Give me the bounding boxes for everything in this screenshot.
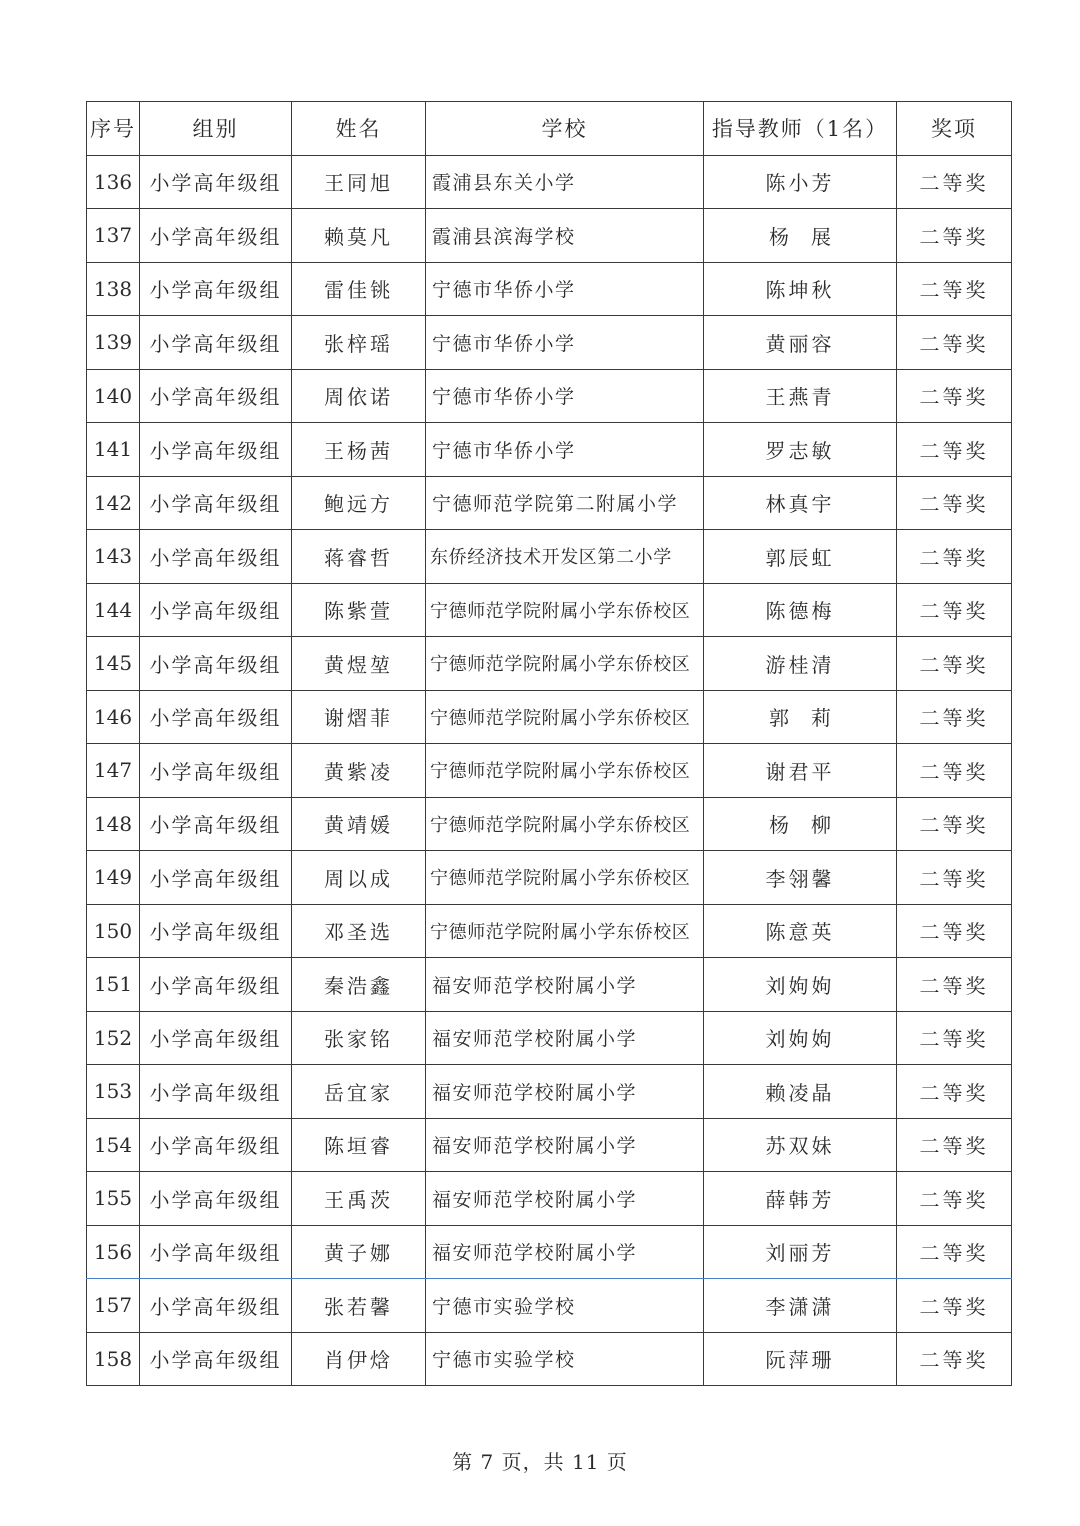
cell-school: 宁德师范学院附属小学东侨校区 (426, 797, 704, 851)
cell-no: 137 (87, 209, 140, 263)
cell-no: 155 (87, 1172, 140, 1226)
table-row (87, 423, 1012, 477)
cell-name: 黄子娜 (292, 1225, 426, 1279)
table-row (87, 209, 1012, 263)
table-row (87, 744, 1012, 798)
cell-teacher: 王燕青 (704, 369, 897, 423)
cell-name: 谢熠菲 (292, 690, 426, 744)
cell-award: 二等奖 (897, 530, 1012, 584)
cell-name: 蒋睿哲 (292, 530, 426, 584)
cell-school: 宁德师范学院附属小学东侨校区 (426, 690, 704, 744)
cell-name: 赖莫凡 (292, 209, 426, 263)
cell-school: 福安师范学校附属小学 (426, 1118, 704, 1172)
table-row (87, 851, 1012, 905)
cell-award: 二等奖 (897, 1172, 1012, 1226)
header-no: 序号 (87, 102, 140, 156)
cell-school: 宁德师范学院附属小学东侨校区 (426, 744, 704, 798)
cell-name: 鲍远方 (292, 476, 426, 530)
table-row (87, 1118, 1012, 1172)
cell-name: 周以成 (292, 851, 426, 905)
cell-teacher: 谢君平 (704, 744, 897, 798)
cell-name: 张梓瑶 (292, 316, 426, 370)
cell-teacher: 陈坤秋 (704, 262, 897, 316)
cell-no: 143 (87, 530, 140, 584)
table-row (87, 530, 1012, 584)
table-row (87, 637, 1012, 691)
cell-group: 小学高年级组 (140, 369, 292, 423)
cell-school: 宁德市华侨小学 (426, 369, 704, 423)
cell-school: 宁德市实验学校 (426, 1332, 704, 1386)
cell-teacher: 罗志敏 (704, 423, 897, 477)
cell-name: 张若馨 (292, 1279, 426, 1333)
cell-group: 小学高年级组 (140, 690, 292, 744)
cell-school: 宁德市华侨小学 (426, 262, 704, 316)
cell-teacher: 林真宇 (704, 476, 897, 530)
cell-no: 141 (87, 423, 140, 477)
cell-group: 小学高年级组 (140, 637, 292, 691)
cell-name: 王杨茜 (292, 423, 426, 477)
cell-teacher: 郭辰虹 (704, 530, 897, 584)
cell-name: 王同旭 (292, 155, 426, 209)
cell-group: 小学高年级组 (140, 155, 292, 209)
cell-no: 156 (87, 1225, 140, 1279)
cell-no: 151 (87, 958, 140, 1012)
cell-name: 周依诺 (292, 369, 426, 423)
cell-no: 136 (87, 155, 140, 209)
cell-teacher: 刘丽芳 (704, 1225, 897, 1279)
cell-no: 145 (87, 637, 140, 691)
cell-name: 黄靖媛 (292, 797, 426, 851)
cell-teacher: 李翎馨 (704, 851, 897, 905)
cell-group: 小学高年级组 (140, 1332, 292, 1386)
cell-name: 雷佳铫 (292, 262, 426, 316)
header-row (87, 102, 1012, 156)
cell-award: 二等奖 (897, 637, 1012, 691)
cell-award: 二等奖 (897, 1332, 1012, 1386)
table-body (87, 155, 1012, 1386)
cell-teacher: 刘姁姁 (704, 958, 897, 1012)
cell-teacher: 杨展 (704, 209, 897, 263)
cell-group: 小学高年级组 (140, 583, 292, 637)
cell-school: 宁德师范学院附属小学东侨校区 (426, 904, 704, 958)
cell-no: 144 (87, 583, 140, 637)
cell-no: 148 (87, 797, 140, 851)
cell-group: 小学高年级组 (140, 1225, 292, 1279)
table-row (87, 904, 1012, 958)
cell-teacher: 苏双妹 (704, 1118, 897, 1172)
header-teacher: 指导教师（1名） (704, 102, 897, 156)
cell-school: 福安师范学校附属小学 (426, 1172, 704, 1226)
cell-group: 小学高年级组 (140, 851, 292, 905)
cell-award: 二等奖 (897, 1118, 1012, 1172)
cell-school: 宁德市华侨小学 (426, 316, 704, 370)
cell-name: 张家铭 (292, 1011, 426, 1065)
table-row (87, 583, 1012, 637)
header-name: 姓名 (292, 102, 426, 156)
table-row (87, 1332, 1012, 1386)
table-row (87, 1279, 1012, 1333)
cell-school: 宁德师范学院附属小学东侨校区 (426, 637, 704, 691)
cell-teacher: 赖凌晶 (704, 1065, 897, 1119)
cell-award: 二等奖 (897, 958, 1012, 1012)
cell-award: 二等奖 (897, 155, 1012, 209)
cell-school: 福安师范学校附属小学 (426, 1065, 704, 1119)
cell-group: 小学高年级组 (140, 316, 292, 370)
cell-award: 二等奖 (897, 904, 1012, 958)
cell-teacher: 陈德梅 (704, 583, 897, 637)
cell-award: 二等奖 (897, 851, 1012, 905)
cell-school: 宁德师范学院附属小学东侨校区 (426, 851, 704, 905)
cell-group: 小学高年级组 (140, 744, 292, 798)
cell-no: 140 (87, 369, 140, 423)
cell-school: 霞浦县滨海学校 (426, 209, 704, 263)
cell-group: 小学高年级组 (140, 1011, 292, 1065)
table-row (87, 1225, 1012, 1279)
cell-school: 福安师范学校附属小学 (426, 1011, 704, 1065)
cell-group: 小学高年级组 (140, 797, 292, 851)
cell-name: 秦浩鑫 (292, 958, 426, 1012)
cell-no: 142 (87, 476, 140, 530)
cell-school: 福安师范学校附属小学 (426, 1225, 704, 1279)
table-row (87, 958, 1012, 1012)
cell-school: 福安师范学校附属小学 (426, 958, 704, 1012)
cell-award: 二等奖 (897, 476, 1012, 530)
cell-group: 小学高年级组 (140, 262, 292, 316)
cell-award: 二等奖 (897, 1065, 1012, 1119)
header-school: 学校 (426, 102, 704, 156)
cell-name: 陈垣睿 (292, 1118, 426, 1172)
cell-teacher: 李潇潇 (704, 1279, 897, 1333)
cell-school: 宁德市华侨小学 (426, 423, 704, 477)
cell-group: 小学高年级组 (140, 209, 292, 263)
cell-group: 小学高年级组 (140, 476, 292, 530)
cell-teacher: 黄丽容 (704, 316, 897, 370)
cell-group: 小学高年级组 (140, 1279, 292, 1333)
cell-group: 小学高年级组 (140, 1118, 292, 1172)
table-header (87, 102, 1012, 156)
cell-no: 154 (87, 1118, 140, 1172)
cell-school: 宁德师范学院附属小学东侨校区 (426, 583, 704, 637)
cell-teacher: 陈意英 (704, 904, 897, 958)
table-row (87, 1011, 1012, 1065)
cell-group: 小学高年级组 (140, 1065, 292, 1119)
cell-group: 小学高年级组 (140, 530, 292, 584)
cell-group: 小学高年级组 (140, 423, 292, 477)
cell-award: 二等奖 (897, 1279, 1012, 1333)
table-row (87, 262, 1012, 316)
cell-name: 陈紫萱 (292, 583, 426, 637)
cell-no: 157 (87, 1279, 140, 1333)
table-row (87, 476, 1012, 530)
cell-group: 小学高年级组 (140, 904, 292, 958)
cell-award: 二等奖 (897, 797, 1012, 851)
cell-no: 158 (87, 1332, 140, 1386)
cell-name: 黄煜堃 (292, 637, 426, 691)
cell-no: 139 (87, 316, 140, 370)
cell-teacher: 薛韩芳 (704, 1172, 897, 1226)
cell-teacher: 郭莉 (704, 690, 897, 744)
header-group: 组别 (140, 102, 292, 156)
cell-school: 宁德师范学院第二附属小学 (426, 476, 704, 530)
cell-award: 二等奖 (897, 1225, 1012, 1279)
cell-name: 王禹茨 (292, 1172, 426, 1226)
header-award: 奖项 (897, 102, 1012, 156)
cell-no: 152 (87, 1011, 140, 1065)
cell-school: 宁德市实验学校 (426, 1279, 704, 1333)
cell-teacher: 杨柳 (704, 797, 897, 851)
award-table (86, 101, 1012, 1386)
cell-name: 肖伊焓 (292, 1332, 426, 1386)
cell-award: 二等奖 (897, 690, 1012, 744)
cell-award: 二等奖 (897, 262, 1012, 316)
cell-no: 150 (87, 904, 140, 958)
cell-no: 149 (87, 851, 140, 905)
cell-school: 霞浦县东关小学 (426, 155, 704, 209)
cell-group: 小学高年级组 (140, 958, 292, 1012)
cell-group: 小学高年级组 (140, 1172, 292, 1226)
cell-no: 153 (87, 1065, 140, 1119)
cell-no: 146 (87, 690, 140, 744)
table-row (87, 1065, 1012, 1119)
cell-award: 二等奖 (897, 423, 1012, 477)
page-number-footer: 第 7 页，共 11 页 (452, 1450, 628, 1474)
cell-school: 东侨经济技术开发区第二小学 (426, 530, 704, 584)
cell-teacher: 陈小芳 (704, 155, 897, 209)
cell-award: 二等奖 (897, 744, 1012, 798)
cell-name: 黄紫凌 (292, 744, 426, 798)
table-row (87, 155, 1012, 209)
table-row (87, 316, 1012, 370)
table-row (87, 1172, 1012, 1226)
cell-teacher: 阮萍珊 (704, 1332, 897, 1386)
cell-no: 138 (87, 262, 140, 316)
cell-award: 二等奖 (897, 369, 1012, 423)
cell-teacher: 刘姁姁 (704, 1011, 897, 1065)
cell-name: 邓圣选 (292, 904, 426, 958)
cell-award: 二等奖 (897, 1011, 1012, 1065)
cell-award: 二等奖 (897, 209, 1012, 263)
table-row (87, 690, 1012, 744)
table-row (87, 369, 1012, 423)
table-row (87, 797, 1012, 851)
cell-award: 二等奖 (897, 316, 1012, 370)
cell-no: 147 (87, 744, 140, 798)
cell-name: 岳宜家 (292, 1065, 426, 1119)
cell-award: 二等奖 (897, 583, 1012, 637)
cell-teacher: 游桂清 (704, 637, 897, 691)
